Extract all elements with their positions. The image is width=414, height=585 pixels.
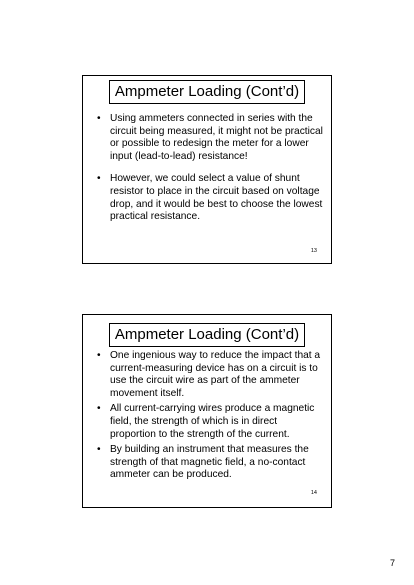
bullet-icon: •	[97, 403, 101, 415]
slide-number: 14	[310, 490, 317, 496]
bullet-item	[97, 173, 323, 223]
slide-14	[82, 314, 332, 508]
bullet-text: By building an instrument that measures the strength of that magnetic field, a no-contact ammeter can be produced.	[110, 444, 309, 481]
slide-title: Ampmeter Loading (Cont’d)	[109, 323, 305, 347]
slide-title: Ampmeter Loading (Cont’d)	[109, 80, 305, 104]
bullet-icon: •	[97, 113, 101, 124]
bullet-list	[83, 113, 331, 224]
bullet-item	[97, 403, 323, 441]
bullet-icon: •	[97, 173, 101, 185]
bullet-text: One ingenious way to reduce the impact that a current-measuring device has on a circuit is to use the circuit wire as part of the ammeter movement itself.	[110, 350, 321, 399]
bullet-text: However, we could select a value of shunt resistor to place in the circuit based on voltage drop, and it would be best to choose the lowest practical resistance.	[110, 173, 323, 223]
slide-13	[82, 75, 332, 264]
bullet-text: Using ammeters connected in series with the circuit being measured, it might not be practical or possible to redesign the meter for a lower input (lead-to-lead) resistance!	[110, 113, 323, 162]
bullet-item	[97, 113, 323, 163]
bullet-list	[83, 350, 331, 482]
bullet-item	[97, 350, 323, 400]
bullet-icon: •	[97, 444, 101, 456]
bullet-item	[97, 444, 323, 482]
slide-number: 13	[310, 248, 317, 254]
bullet-text: All current-carrying wires produce a magnetic field, the strength of which is in direct proportion to the strength of the current.	[110, 403, 315, 440]
bullet-icon: •	[97, 350, 101, 361]
page-number: 7	[389, 558, 395, 568]
